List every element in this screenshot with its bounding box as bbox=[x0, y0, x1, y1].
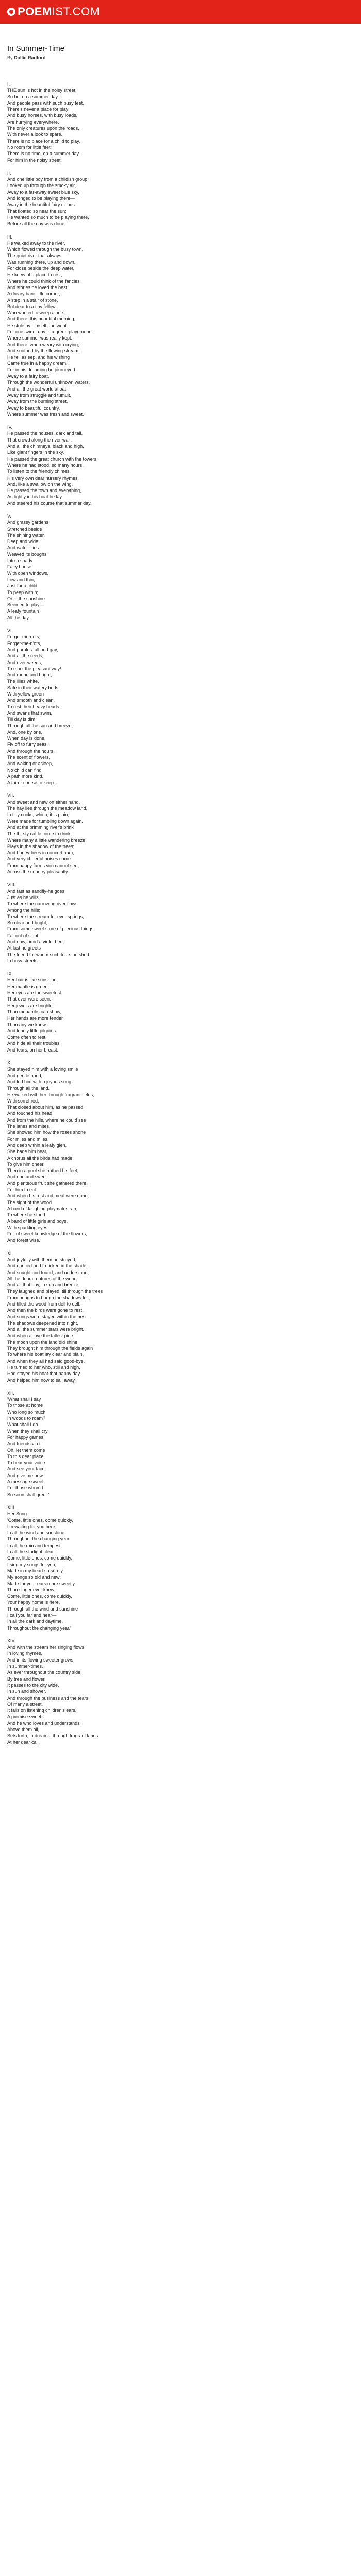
poem-line: And led him with a joyous song, bbox=[7, 1079, 73, 1084]
poem-line: A leafy fountain bbox=[7, 608, 39, 614]
poem-line: To peep within; bbox=[7, 589, 39, 595]
poem-line: Where he could think of the fancies bbox=[7, 278, 80, 284]
poem-line: Among the hills; bbox=[7, 907, 41, 913]
poem-line: And there, when weary with crying, bbox=[7, 342, 79, 347]
poem-line: And give me now bbox=[7, 1472, 43, 1478]
poem-line: There is no time, on a summer day, bbox=[7, 151, 80, 157]
stanza bbox=[7, 1638, 354, 1745]
stanza bbox=[7, 1504, 354, 1631]
poem-line: In busy streets. bbox=[7, 958, 39, 963]
poem-line: Before all the day was done. bbox=[7, 221, 66, 227]
poem-line: The shining water, bbox=[7, 532, 45, 538]
stanza-number: I. bbox=[7, 81, 10, 87]
poem-line: And filled the wood from dell to dell. bbox=[7, 1301, 81, 1307]
poem-line: In all the wind and sunshine, bbox=[7, 1530, 66, 1536]
poem-line: Looked up through the smoky air, bbox=[7, 183, 76, 189]
poem-line: Her eyes are the sweetest bbox=[7, 990, 61, 996]
poem-line: Were made for tumbling down again. bbox=[7, 818, 83, 824]
poem-line: Her Song: bbox=[7, 1511, 28, 1517]
poem-line: Which flowed through the busy town, bbox=[7, 247, 84, 252]
poem-line: By tree and flower, bbox=[7, 1676, 46, 1682]
poem-line: And at the brimming river's brink bbox=[7, 824, 74, 830]
poem-line: Then in a pool she bathed his feet, bbox=[7, 1168, 79, 1174]
stanza-number: V. bbox=[7, 514, 11, 519]
poem-line: Come, little ones, come quickly, bbox=[7, 1555, 72, 1561]
poem-line: To listen to the friendly chimes, bbox=[7, 469, 71, 474]
poem-line: As ever throughout the country side, bbox=[7, 1670, 82, 1675]
site-logo[interactable] bbox=[7, 5, 100, 19]
stanza bbox=[7, 234, 354, 418]
poem-line: Throughout the changing year.' bbox=[7, 1625, 71, 1631]
poem-line: With sparkling eyes, bbox=[7, 1225, 49, 1230]
poem-line: The thirsty cattle come to drink, bbox=[7, 831, 72, 837]
poem-line: Through all the wind and sunshine bbox=[7, 1606, 78, 1612]
poem-line: Deep and wide; bbox=[7, 539, 40, 545]
poem-line: And through the business and the tears bbox=[7, 1695, 89, 1701]
author-link[interactable]: Dollie Radford bbox=[14, 55, 46, 60]
poem-line: That ever were seen. bbox=[7, 996, 51, 1002]
poem-line: From happy farms you cannot see, bbox=[7, 862, 79, 868]
poem-line: And sweet and new on either hand, bbox=[7, 799, 80, 805]
poem-line: Or in the sunshine bbox=[7, 596, 45, 601]
poem-line: I'm waiting for you here, bbox=[7, 1523, 57, 1529]
poem-line: All the day. bbox=[7, 615, 30, 620]
poem-line: She showed him how the roses shone bbox=[7, 1130, 86, 1136]
poem-line: The hay lies through the meadow land, bbox=[7, 806, 88, 811]
poem-line: Across the country pleasantly. bbox=[7, 869, 69, 875]
poem-line: He passed the great church with the towers, bbox=[7, 456, 98, 462]
poem-line: He walked away to the river, bbox=[7, 240, 65, 246]
poem-line: And round and bright, bbox=[7, 672, 52, 678]
logo-icon bbox=[7, 8, 15, 16]
poem-line: I sing my songs for you; bbox=[7, 1562, 57, 1567]
poem-line: From boughs to bough the shadows fell, bbox=[7, 1295, 90, 1300]
stanza bbox=[7, 882, 354, 964]
poem-line: In all the rain and tempest, bbox=[7, 1543, 62, 1548]
poem-line: And all the great world afloat. bbox=[7, 386, 68, 392]
poem-line: To where his boat lay clear and plain, bbox=[7, 1352, 84, 1358]
stanza-number: III. bbox=[7, 234, 13, 240]
poem-line: And fast as sandfly-he goes, bbox=[7, 888, 66, 894]
poem-line: He wanted so much to be playing there, bbox=[7, 214, 89, 220]
poem-line: There's never a place for play; bbox=[7, 107, 70, 112]
poem-line: And joyfully with them he strayed, bbox=[7, 1257, 77, 1262]
poem-line: To this dear place, bbox=[7, 1453, 45, 1459]
stanza-number: IX. bbox=[7, 971, 13, 977]
stanza-number: VIII. bbox=[7, 882, 16, 888]
poem-line: Than monarchs can show, bbox=[7, 1009, 62, 1014]
poem-line: So hot on a summer day, bbox=[7, 94, 59, 99]
stanza-number: X. bbox=[7, 1060, 12, 1066]
poem-line: Than any we know. bbox=[7, 1022, 47, 1027]
stanza-number: XIII. bbox=[7, 1504, 16, 1510]
poem-line: And helped him now to sail away. bbox=[7, 1377, 76, 1383]
poem-line: Away to a fairy boat, bbox=[7, 374, 50, 379]
byline-prefix: By bbox=[7, 55, 13, 60]
poem-line: A path more kind, bbox=[7, 773, 44, 779]
poem-line: To where the stream for ever springs, bbox=[7, 913, 84, 919]
poem-line: To those at home bbox=[7, 1403, 43, 1409]
poem-line: That crowd along the river-wall, bbox=[7, 437, 72, 443]
poem-line: As lightly in his boat he lay bbox=[7, 494, 62, 500]
poem-line: Fly off to furry seas! bbox=[7, 742, 48, 748]
poem-line: Just for a child bbox=[7, 583, 38, 589]
poem-line: The only creatures upon the roads, bbox=[7, 126, 79, 131]
poem-line: And touched his head. bbox=[7, 1111, 54, 1116]
poem-line: No child can find bbox=[7, 767, 42, 773]
poem-line: Where he had stood, so many hours, bbox=[7, 462, 84, 468]
poem-line: The moon upon the land did shine, bbox=[7, 1339, 79, 1345]
stanza-number: II. bbox=[7, 170, 11, 176]
stanza bbox=[7, 170, 354, 227]
poem-line: Where many a little wandering breeze bbox=[7, 837, 86, 843]
poem-line: And gentle hand; bbox=[7, 1073, 43, 1078]
poem-line: And plenteous fruit she gathered there, bbox=[7, 1180, 88, 1186]
poem-line: And all that day, in sun and breeze, bbox=[7, 1282, 80, 1288]
poem-line: And he who loves and understands bbox=[7, 1720, 80, 1726]
poem-line: Are hurrying everywhere, bbox=[7, 119, 59, 125]
poem-line: There is no place for a child to play, bbox=[7, 138, 80, 144]
poem-line: In all the starlight clear. bbox=[7, 1549, 55, 1555]
poem-line: And deep within a leafy glen, bbox=[7, 1142, 67, 1148]
poem-line: To hear your voice bbox=[7, 1460, 45, 1466]
poem-line: The lanes and mites, bbox=[7, 1124, 51, 1129]
poem-line: A message sweet, bbox=[7, 1479, 45, 1485]
poem-line: A step in a stair of stone, bbox=[7, 297, 58, 303]
poem-line: That floated so near the sun; bbox=[7, 208, 67, 214]
poem-line: And when they all had said good-bye, bbox=[7, 1358, 85, 1364]
site-header bbox=[0, 0, 361, 24]
poem-line: And when his rest and meal were done, bbox=[7, 1193, 89, 1199]
poem-line: It falls on listening children's ears, bbox=[7, 1708, 77, 1714]
poem-line: The quiet river that always bbox=[7, 253, 62, 259]
poem-line: And soothed by the flowing stream, bbox=[7, 348, 80, 353]
poem-line: A dreary bare little corner, bbox=[7, 291, 60, 297]
poem-line: Sets forth, in dreams, through fragrant lands, bbox=[7, 1733, 100, 1739]
poem-line: The lilies white, bbox=[7, 679, 39, 684]
poem-line: And steered his course that summer day. bbox=[7, 500, 92, 506]
poem-line: His very own dear nursery rhymes. bbox=[7, 475, 79, 481]
poem-line: THE sun is hot in the noisy street, bbox=[7, 88, 77, 93]
poem-line: And one little boy from a childish group, bbox=[7, 177, 89, 182]
stanza-number: XII. bbox=[7, 1390, 14, 1396]
poem-line: And tears, on her breast. bbox=[7, 1047, 59, 1053]
poem-line: And people pass with such busy feet, bbox=[7, 100, 84, 106]
poem-line: And grassy gardens bbox=[7, 520, 49, 526]
poem-line: All the dear creatures of the wood. bbox=[7, 1276, 78, 1281]
poem-line: Through all the land. bbox=[7, 1086, 50, 1091]
poem-line: And danced and frolicked in the shade, bbox=[7, 1263, 88, 1269]
poem-line: Come often to rest, bbox=[7, 1035, 47, 1040]
poem-line: Away from struggle and tumult, bbox=[7, 392, 71, 398]
poem-line: For those whom I bbox=[7, 1485, 43, 1491]
poem-line: Far out of sight. bbox=[7, 933, 40, 938]
poem-line: And longed to be playing there— bbox=[7, 196, 75, 201]
poem-line: With open windows, bbox=[7, 570, 49, 576]
poem-line: Plays in the shadow of the trees; bbox=[7, 843, 75, 849]
poem-line: Came true in a happy dream. bbox=[7, 361, 68, 366]
poem-line: What shall I do bbox=[7, 1422, 38, 1428]
poem-line: And purples tall and gay, bbox=[7, 647, 58, 652]
poem-line: Above them all, bbox=[7, 1727, 40, 1733]
poem-line: Made in my heart so surely, bbox=[7, 1568, 64, 1573]
poem-line: Who wanted to weep alone. bbox=[7, 310, 65, 316]
poem-line: Who long so much bbox=[7, 1409, 46, 1415]
poem-line: And there, this beautiful morning, bbox=[7, 316, 76, 322]
poem-line: She stayed him with a loving smile bbox=[7, 1066, 78, 1072]
poem-line: Stretched beside bbox=[7, 526, 42, 532]
poem-line: At her dear call. bbox=[7, 1739, 40, 1745]
poem-line: A band of little girls and boys, bbox=[7, 1218, 68, 1224]
poem-line: He walked with her through fragrant fields, bbox=[7, 1092, 94, 1097]
poem-line: And waking or asleep, bbox=[7, 761, 53, 767]
poem-line: Was running there, up and down, bbox=[7, 259, 76, 265]
poem-line: It passes to the city wide, bbox=[7, 1682, 59, 1688]
poem-line: For him in the noisy street. bbox=[7, 157, 62, 163]
poem-line: And friends via t' bbox=[7, 1441, 42, 1447]
poem-line: A chorus all the birds had made bbox=[7, 1155, 73, 1161]
poem-line: I call you far and near— bbox=[7, 1612, 57, 1618]
poem-line: Her hands are more tender bbox=[7, 1015, 63, 1021]
poem-line: Of many a street, bbox=[7, 1701, 43, 1707]
poem-line: Her hair is like sunshine, bbox=[7, 977, 58, 983]
poem-line: And swans that swim, bbox=[7, 710, 53, 716]
poem-line: And all the chimneys, black and high, bbox=[7, 444, 84, 449]
poem-line: For in his dreaming he journeyed bbox=[7, 367, 75, 372]
poem-line: No room for little feet; bbox=[7, 144, 52, 150]
poem-line: He passed the town and everything, bbox=[7, 488, 81, 494]
poem-line: He knew of a place to rest, bbox=[7, 272, 62, 278]
stanza-number: VII. bbox=[7, 793, 14, 799]
poem-line: And ripe and sweet bbox=[7, 1174, 47, 1180]
stanza bbox=[7, 513, 354, 621]
poem-line: Come, little ones, come quickly, bbox=[7, 1594, 72, 1599]
poem-line: But dear to a tiny fellow bbox=[7, 303, 56, 309]
poem-line: So soon shall greet.' bbox=[7, 1492, 50, 1497]
poem-line: And hide all their troubles bbox=[7, 1041, 60, 1046]
poem-line: And through the hours, bbox=[7, 748, 55, 754]
poem-line: Till day is dim, bbox=[7, 717, 37, 722]
poem-line: A fairer course to keep. bbox=[7, 780, 55, 786]
poem-line: And water-lilies bbox=[7, 545, 39, 551]
poem-line: Throughout the changing year; bbox=[7, 1536, 71, 1542]
poem-line: The shadows deepened into night, bbox=[7, 1320, 78, 1326]
poem-line: In summer-times. bbox=[7, 1664, 43, 1669]
poem-line: From some sweet store of precious things bbox=[7, 926, 94, 932]
poem-line: And busy horses, with busy loads, bbox=[7, 113, 78, 118]
poem-line: And songs were stayed within the nest. bbox=[7, 1314, 88, 1319]
poem-line: And then the birds were gone to rest, bbox=[7, 1308, 84, 1313]
poem-line: Oh, let them come bbox=[7, 1447, 45, 1453]
poem-line: And when above the tallest pine bbox=[7, 1333, 73, 1338]
poem-line: He turned to her who, still and high, bbox=[7, 1365, 80, 1370]
stanza bbox=[7, 81, 354, 163]
poem-line: Safe in their watery beds, bbox=[7, 685, 60, 690]
poem-line: Just as he wills, bbox=[7, 894, 40, 900]
poem-line: Away to a far-away sweet blue sky, bbox=[7, 189, 79, 195]
poem-title: In Summer-Time bbox=[7, 44, 65, 53]
poem-line: To where he stood. bbox=[7, 1212, 47, 1218]
poem-line: At last he greets bbox=[7, 945, 41, 951]
poem-line: Full of sweet knowledge of the flowers, bbox=[7, 1231, 87, 1237]
poem-line: 'Come, little ones, come quickly, bbox=[7, 1517, 73, 1523]
poem-line: Away in the beautiful fairy clouds bbox=[7, 202, 75, 208]
poem-line: The friend for whom such tears he shed bbox=[7, 952, 89, 957]
poem-line: Weaved its boughs bbox=[7, 551, 47, 557]
poem-line: He passed the houses, dark and tall, bbox=[7, 431, 83, 436]
poem-line: A promise sweet; bbox=[7, 1714, 43, 1720]
poem-line: The sight of the wood bbox=[7, 1199, 52, 1205]
poem-line: And now, amid a violet bed, bbox=[7, 939, 64, 944]
stanza bbox=[7, 424, 354, 506]
poem-line: And, like a swallow on the wing, bbox=[7, 481, 73, 487]
poem-line: She bade him hear, bbox=[7, 1149, 48, 1155]
poem-line: For close beside the deep water, bbox=[7, 266, 75, 272]
poem-line: Away from the burning street, bbox=[7, 399, 68, 404]
poem-line: To where the narrowing river flows bbox=[7, 901, 78, 907]
poem-line: And all the reeds, bbox=[7, 653, 44, 659]
poem-line: In tidy cocks, which, it is plain, bbox=[7, 812, 70, 818]
poem-line: My songs so old and new; bbox=[7, 1574, 61, 1580]
poem-line: For happy games bbox=[7, 1434, 44, 1440]
poem-body bbox=[7, 81, 354, 1745]
poem-line: He stole by himself and wept bbox=[7, 323, 67, 328]
stanza bbox=[7, 1250, 354, 1383]
poem-line: To rest their heavy heads. bbox=[7, 704, 61, 709]
stanza bbox=[7, 792, 354, 875]
poem-content bbox=[0, 24, 361, 2576]
poem-line: Seemed to play— bbox=[7, 602, 44, 608]
poem-line: In all the dark and daytime, bbox=[7, 1619, 63, 1624]
poem-line: And honey-bees in concert hum, bbox=[7, 850, 74, 856]
poem-line: With never a look to spare. bbox=[7, 132, 63, 138]
poem-line: 'What shall I say bbox=[7, 1397, 41, 1402]
poem-line: When day is done, bbox=[7, 736, 46, 741]
poem-line: He fell asleep, and his wishing bbox=[7, 354, 70, 360]
poem-line: They brought him through the fields again bbox=[7, 1346, 93, 1351]
poem-line: To mark the pleasant way! bbox=[7, 666, 61, 671]
poem-line: And from the hills, where he could see bbox=[7, 1117, 86, 1123]
poem-line: And forest wise. bbox=[7, 1238, 41, 1243]
poem-line: Forget-me-n'ots, bbox=[7, 640, 41, 646]
poem-line: Through all the sun and breeze, bbox=[7, 723, 73, 728]
poem-line: And very cheerful noises come bbox=[7, 856, 71, 862]
poem-line: Like giant fingers in the sky. bbox=[7, 450, 64, 455]
poem-line: In loving rhymes, bbox=[7, 1651, 43, 1656]
poem-line: And in its flowing sweeter grows bbox=[7, 1657, 74, 1663]
stanza-number: XI. bbox=[7, 1250, 13, 1256]
poem-line: And smooth and clean, bbox=[7, 698, 55, 703]
poem-line: When they shall cry bbox=[7, 1428, 48, 1434]
poem-line: Your happy home is here, bbox=[7, 1600, 60, 1605]
poem-line: Into a shady bbox=[7, 558, 33, 564]
poem-line: So clear and bright, bbox=[7, 920, 48, 926]
poem-line: With sorrel-red, bbox=[7, 1098, 39, 1104]
poem-line: Had stayed his boat that happy day bbox=[7, 1371, 80, 1377]
stanza-number: XIV. bbox=[7, 1638, 16, 1643]
poem-line: And, one by one, bbox=[7, 729, 43, 735]
poem-line: And with the stream her singing flows bbox=[7, 1645, 85, 1650]
poem-line: With yellow green bbox=[7, 691, 44, 697]
poem-line: Where summer was really kept. bbox=[7, 335, 73, 341]
poem-line: That closed about him, as he passed, bbox=[7, 1105, 85, 1110]
poem-line: And see your face; bbox=[7, 1466, 46, 1472]
poem-line: Through the wonderful unknown waters, bbox=[7, 380, 90, 385]
poem-line: Than singer ever knew. bbox=[7, 1587, 56, 1592]
stanza bbox=[7, 1060, 354, 1244]
poem-line: Made for your ears more sweetly bbox=[7, 1581, 75, 1586]
poem-line: For one sweet day in a green playground bbox=[7, 329, 92, 334]
poem-line: In sun and shower. bbox=[7, 1689, 46, 1694]
poem-line: Fairy house, bbox=[7, 564, 33, 570]
stanza bbox=[7, 971, 354, 1053]
poem-line: Where summer was fresh and sweet. bbox=[7, 411, 84, 417]
poem-line: For miles and miles. bbox=[7, 1136, 49, 1142]
byline bbox=[7, 55, 354, 60]
poem-line: And river-weeds, bbox=[7, 659, 42, 665]
poem-line: Away to beautiful country, bbox=[7, 405, 60, 411]
poem-line: And sought and found, and understood, bbox=[7, 1269, 89, 1275]
poem-line: Forget-me-nots, bbox=[7, 634, 41, 640]
poem-line: And all the summer stars were bright. bbox=[7, 1327, 85, 1332]
poem-line: And stories he loved the best. bbox=[7, 284, 69, 290]
poem-line: To give him cheer. bbox=[7, 1161, 45, 1167]
poem-line: The scent of flowers, bbox=[7, 754, 51, 760]
poem-line: Her jewels are brighter bbox=[7, 1003, 54, 1008]
stanza bbox=[7, 628, 354, 786]
poem-line: Low and thin, bbox=[7, 577, 35, 582]
poem-line: For him to eat. bbox=[7, 1187, 38, 1192]
stanza bbox=[7, 1390, 354, 1498]
stanza-number: VI. bbox=[7, 628, 13, 634]
poem-line: They laughed and played, till through the trees bbox=[7, 1289, 103, 1294]
stanza-number: IV. bbox=[7, 425, 13, 430]
poem-line: Her mantle is green, bbox=[7, 984, 50, 989]
poem-line: And lonely little pilgrims bbox=[7, 1028, 56, 1033]
logo-text: POEMIST.COM bbox=[18, 5, 100, 18]
poem-line: In woods to roam? bbox=[7, 1416, 46, 1421]
poem-line: A band of laughing playmates ran, bbox=[7, 1206, 78, 1211]
